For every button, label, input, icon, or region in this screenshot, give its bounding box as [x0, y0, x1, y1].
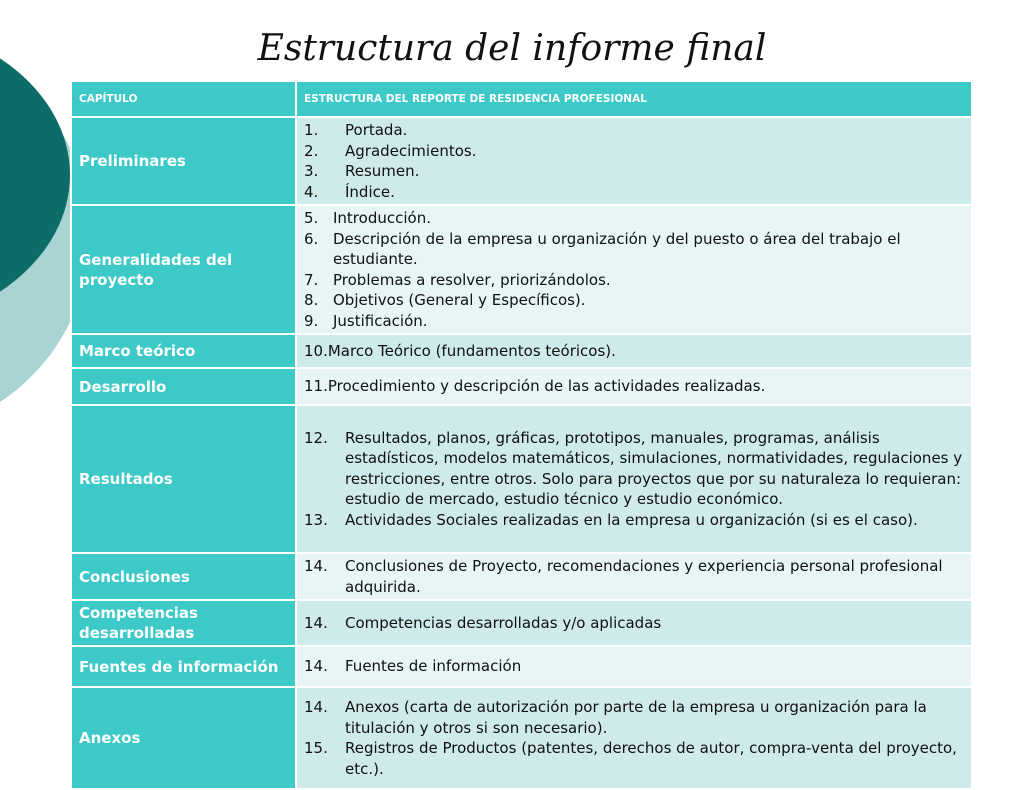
content-cell: [296, 687, 972, 789]
chapter-cell: Conclusiones: [71, 553, 296, 600]
chapter-cell: Resultados: [71, 405, 296, 553]
item-number: 14.: [304, 698, 328, 716]
item-text: Conclusiones de Proyecto, recomendaciones y experiencia personal profesional adquirida.: [345, 557, 943, 596]
list-item: [304, 141, 966, 162]
content-cell: [296, 646, 972, 687]
header-structure: ESTRUCTURA DEL REPORTE DE RESIDENCIA PROFESIONAL: [296, 81, 972, 117]
list-item: [304, 738, 966, 779]
list-item: [304, 428, 966, 510]
header-chapter: CAPÍTULO: [71, 81, 296, 117]
item-text: Procedimiento y descripción de las actividades realizadas.: [327, 377, 766, 396]
table-header-row: [71, 81, 972, 117]
table-row: [71, 334, 972, 368]
item-number: 14.: [304, 613, 328, 632]
item-number: 6.: [304, 229, 319, 248]
list-item: [304, 182, 966, 203]
item-text: Competencias desarrolladas y/o aplicadas: [345, 613, 662, 632]
item-text: Marco Teórico (fundamentos teóricos).: [327, 341, 616, 360]
list-item: [304, 613, 966, 634]
item-number: 4.: [304, 182, 319, 201]
item-number: 10.: [304, 341, 328, 360]
table-row: [71, 553, 972, 600]
item-text: Índice.: [345, 182, 395, 201]
list-item: [304, 376, 966, 397]
list-item: [304, 656, 966, 677]
content-cell: [296, 405, 972, 553]
list-item: [304, 311, 966, 332]
item-text: Introducción.: [333, 209, 431, 227]
item-number: 5.: [304, 209, 319, 227]
chapter-cell: Fuentes de información: [71, 646, 296, 687]
item-number: 7.: [304, 270, 319, 289]
report-structure-table: [70, 80, 973, 790]
item-text: Justificación.: [333, 311, 428, 330]
chapter-cell: Competencias desarrolladas: [71, 600, 296, 646]
list-item: [304, 697, 966, 738]
item-number: 14.: [304, 657, 328, 676]
item-number: 8.: [304, 291, 319, 309]
item-text: Descripción de la empresa u organización y del puesto o área del trabajo el estudiante.: [333, 229, 901, 268]
content-cell: [296, 553, 972, 600]
item-number: 1.: [304, 121, 319, 139]
table-row: [71, 368, 972, 405]
table-row: [71, 646, 972, 687]
item-number: 2.: [304, 141, 319, 160]
table-row: [71, 687, 972, 789]
content-cell: [296, 205, 972, 334]
chapter-cell: Generalidades del proyecto: [71, 205, 296, 334]
chapter-cell: Preliminares: [71, 117, 296, 205]
item-number: 14.: [304, 557, 328, 575]
list-item: [304, 270, 966, 291]
list-item: [304, 120, 966, 141]
list-item: [304, 208, 966, 229]
chapter-cell: Anexos: [71, 687, 296, 789]
item-text: Fuentes de información: [345, 657, 522, 676]
item-number: 11.: [304, 377, 328, 396]
item-number: 12.: [304, 428, 328, 447]
content-cell: [296, 368, 972, 405]
list-item: [304, 161, 966, 182]
list-item: [304, 229, 966, 270]
item-number: 3.: [304, 162, 319, 180]
content-cell: [296, 600, 972, 646]
table-row: [71, 205, 972, 334]
list-item: [304, 510, 966, 531]
item-text: Objetivos (General y Específicos).: [333, 291, 586, 309]
content-cell: [296, 117, 972, 205]
list-item: [304, 290, 966, 311]
item-number: 15.: [304, 739, 328, 757]
item-text: Resumen.: [345, 162, 420, 180]
table-row: [71, 117, 972, 205]
item-text: Registros de Productos (patentes, derechos de autor, compra-venta del proyecto, etc.).: [345, 739, 957, 778]
item-text: Portada.: [345, 121, 408, 139]
chapter-cell: Desarrollo: [71, 368, 296, 405]
item-text: Problemas a resolver, priorizándolos.: [333, 270, 611, 289]
content-cell: [296, 334, 972, 368]
item-text: Actividades Sociales realizadas en la empresa u organización (si es el caso).: [345, 510, 918, 529]
list-item: [304, 556, 966, 597]
item-text: Agradecimientos.: [345, 141, 477, 160]
table-row: [71, 405, 972, 553]
chapter-cell: Marco teórico: [71, 334, 296, 368]
item-number: 13.: [304, 510, 328, 529]
page-title: Estructura del informe final: [257, 28, 767, 69]
list-item: [304, 341, 966, 362]
table-row: [71, 600, 972, 646]
item-text: Anexos (carta de autorización por parte de la empresa u organización para la titulación y otros si son necesario).: [345, 698, 927, 737]
item-text: Resultados, planos, gráficas, prototipos, manuales, programas, análisis estadísticos, modelos matemáticos, simulaciones, normatividades, regulaciones y restricciones, entre otros. Solo para proyectos que por su naturaleza lo requieran: estudio de mercado, estudio técnico y estudio económico.: [345, 428, 963, 509]
item-number: 9.: [304, 311, 319, 330]
